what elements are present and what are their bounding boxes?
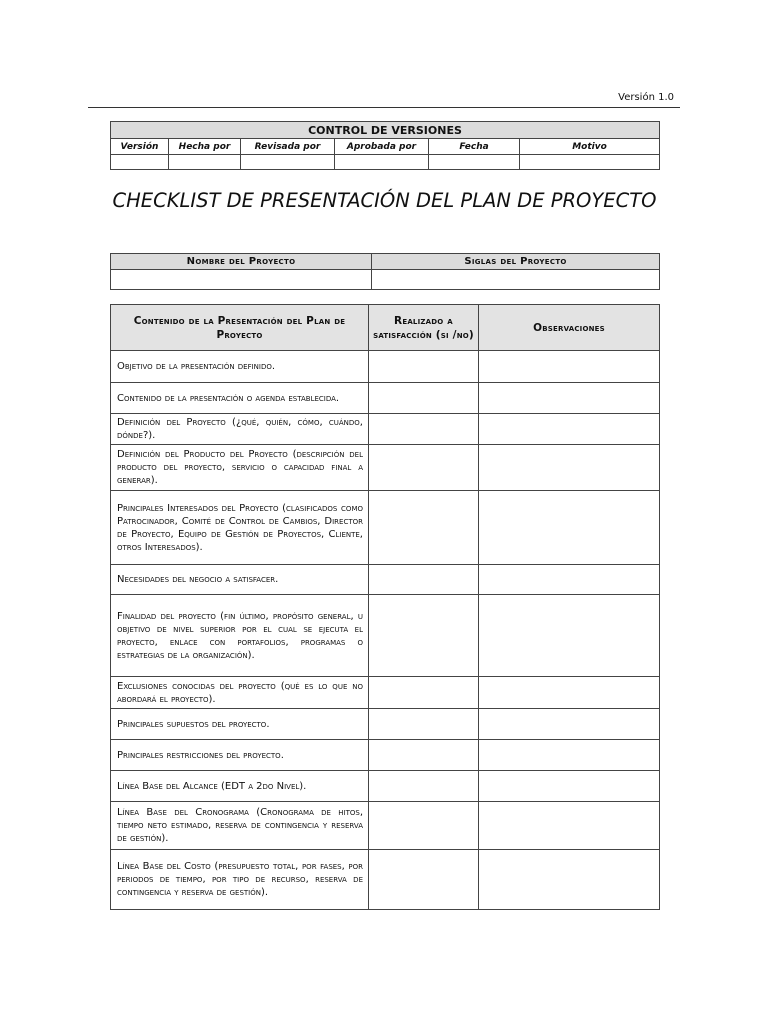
cell-revisada-por-value[interactable]	[241, 155, 335, 170]
observaciones-cell[interactable]	[479, 445, 660, 491]
contenido-header: Contenido de la Presentación del Plan de Proyecto	[111, 305, 369, 351]
observaciones-cell[interactable]	[479, 351, 660, 383]
checklist-item: Principales supuestos del proyecto.	[111, 709, 369, 740]
cell-aprobada-por-value[interactable]	[335, 155, 429, 170]
checklist-item: Contenido de la presentación o agenda establecida.	[111, 383, 369, 414]
observaciones-cell[interactable]	[479, 677, 660, 709]
checklist-item: Línea Base del Costo (presupuesto total, por fases, por periodos de tiempo, por tipo de recurso, reserva de contingencia y reserva de gestión).	[111, 850, 369, 910]
checklist-row	[111, 709, 660, 740]
cell-version-value[interactable]	[111, 155, 169, 170]
col-revisada-por: Revisada por	[241, 139, 335, 155]
observaciones-cell[interactable]	[479, 595, 660, 677]
checklist-row	[111, 491, 660, 565]
checklist-row	[111, 383, 660, 414]
checklist-row	[111, 414, 660, 445]
checklist-row	[111, 677, 660, 709]
col-aprobada-por: Aprobada por	[335, 139, 429, 155]
checklist-item: Principales Interesados del Proyecto (clasificados como Patrocinador, Comité de Control de Cambios, Director de Proyecto, Equipo de Gestión de Proyectos, Cliente, otros Interesados).	[111, 491, 369, 565]
version-label: Versión 1.0	[618, 92, 674, 103]
realizado-cell[interactable]	[369, 595, 479, 677]
checklist-row	[111, 595, 660, 677]
realizado-cell[interactable]	[369, 771, 479, 802]
realizado-cell[interactable]	[369, 709, 479, 740]
observaciones-cell[interactable]	[479, 709, 660, 740]
col-fecha: Fecha	[429, 139, 520, 155]
realizado-cell[interactable]	[369, 802, 479, 850]
observaciones-cell[interactable]	[479, 565, 660, 595]
col-version: Versión	[111, 139, 169, 155]
checklist-row	[111, 565, 660, 595]
cell-motivo-value[interactable]	[520, 155, 660, 170]
nombre-proyecto-header: Nombre del Proyecto	[111, 254, 372, 270]
realizado-cell[interactable]	[369, 383, 479, 414]
checklist-item: Objetivo de la presentación definido.	[111, 351, 369, 383]
realizado-cell[interactable]	[369, 414, 479, 445]
control-versiones-table	[110, 121, 660, 170]
realizado-header: Realizado a satisfacción (si /no)	[369, 305, 479, 351]
checklist-item: Exclusiones conocidas del proyecto (qué es lo que no abordará el proyecto).	[111, 677, 369, 709]
checklist-row	[111, 771, 660, 802]
observaciones-header: Observaciones	[479, 305, 660, 351]
version-header	[88, 92, 680, 108]
document-title: CHECKLIST DE PRESENTACIÓN DEL PLAN DE PROYECTO	[112, 189, 657, 212]
observaciones-cell[interactable]	[479, 383, 660, 414]
checklist-item: Definición del Producto del Proyecto (descripción del producto del proyecto, servicio o capacidad final a generar).	[111, 445, 369, 491]
observaciones-cell[interactable]	[479, 491, 660, 565]
observaciones-cell[interactable]	[479, 740, 660, 771]
checklist-row	[111, 351, 660, 383]
checklist-item: Definición del Proyecto (¿qué, quién, cómo, cuándo, dónde?).	[111, 414, 369, 445]
realizado-cell[interactable]	[369, 445, 479, 491]
observaciones-cell[interactable]	[479, 414, 660, 445]
cell-fecha-value[interactable]	[429, 155, 520, 170]
checklist-row	[111, 802, 660, 850]
checklist-table	[110, 304, 660, 910]
checklist-item: Finalidad del proyecto (fin último, propósito general, u objetivo de nivel superior por el cual se ejecuta el proyecto, enlace con portafolios, programas o estrategias de la organización).	[111, 595, 369, 677]
checklist-row	[111, 850, 660, 910]
realizado-cell[interactable]	[369, 351, 479, 383]
cell-hecha-por-value[interactable]	[169, 155, 241, 170]
nombre-proyecto-value[interactable]	[111, 270, 372, 290]
proyecto-table	[110, 253, 660, 290]
checklist-item: Necesidades del negocio a satisfacer.	[111, 565, 369, 595]
observaciones-cell[interactable]	[479, 850, 660, 910]
realizado-cell[interactable]	[369, 677, 479, 709]
observaciones-cell[interactable]	[479, 802, 660, 850]
col-motivo: Motivo	[520, 139, 660, 155]
col-hecha-por: Hecha por	[169, 139, 241, 155]
siglas-proyecto-value[interactable]	[372, 270, 660, 290]
checklist-item: Principales restricciones del proyecto.	[111, 740, 369, 771]
checklist-row	[111, 445, 660, 491]
realizado-cell[interactable]	[369, 565, 479, 595]
checklist-row	[111, 740, 660, 771]
realizado-cell[interactable]	[369, 850, 479, 910]
siglas-proyecto-header: Siglas del Proyecto	[372, 254, 660, 270]
observaciones-cell[interactable]	[479, 771, 660, 802]
realizado-cell[interactable]	[369, 491, 479, 565]
checklist-item: Línea Base del Cronograma (Cronograma de hitos, tiempo neto estimado, reserva de contingencia y reserva de gestión).	[111, 802, 369, 850]
control-versiones-title: CONTROL DE VERSIONES	[111, 122, 660, 139]
realizado-cell[interactable]	[369, 740, 479, 771]
checklist-item: Línea Base del Alcance (EDT a 2do Nivel).	[111, 771, 369, 802]
